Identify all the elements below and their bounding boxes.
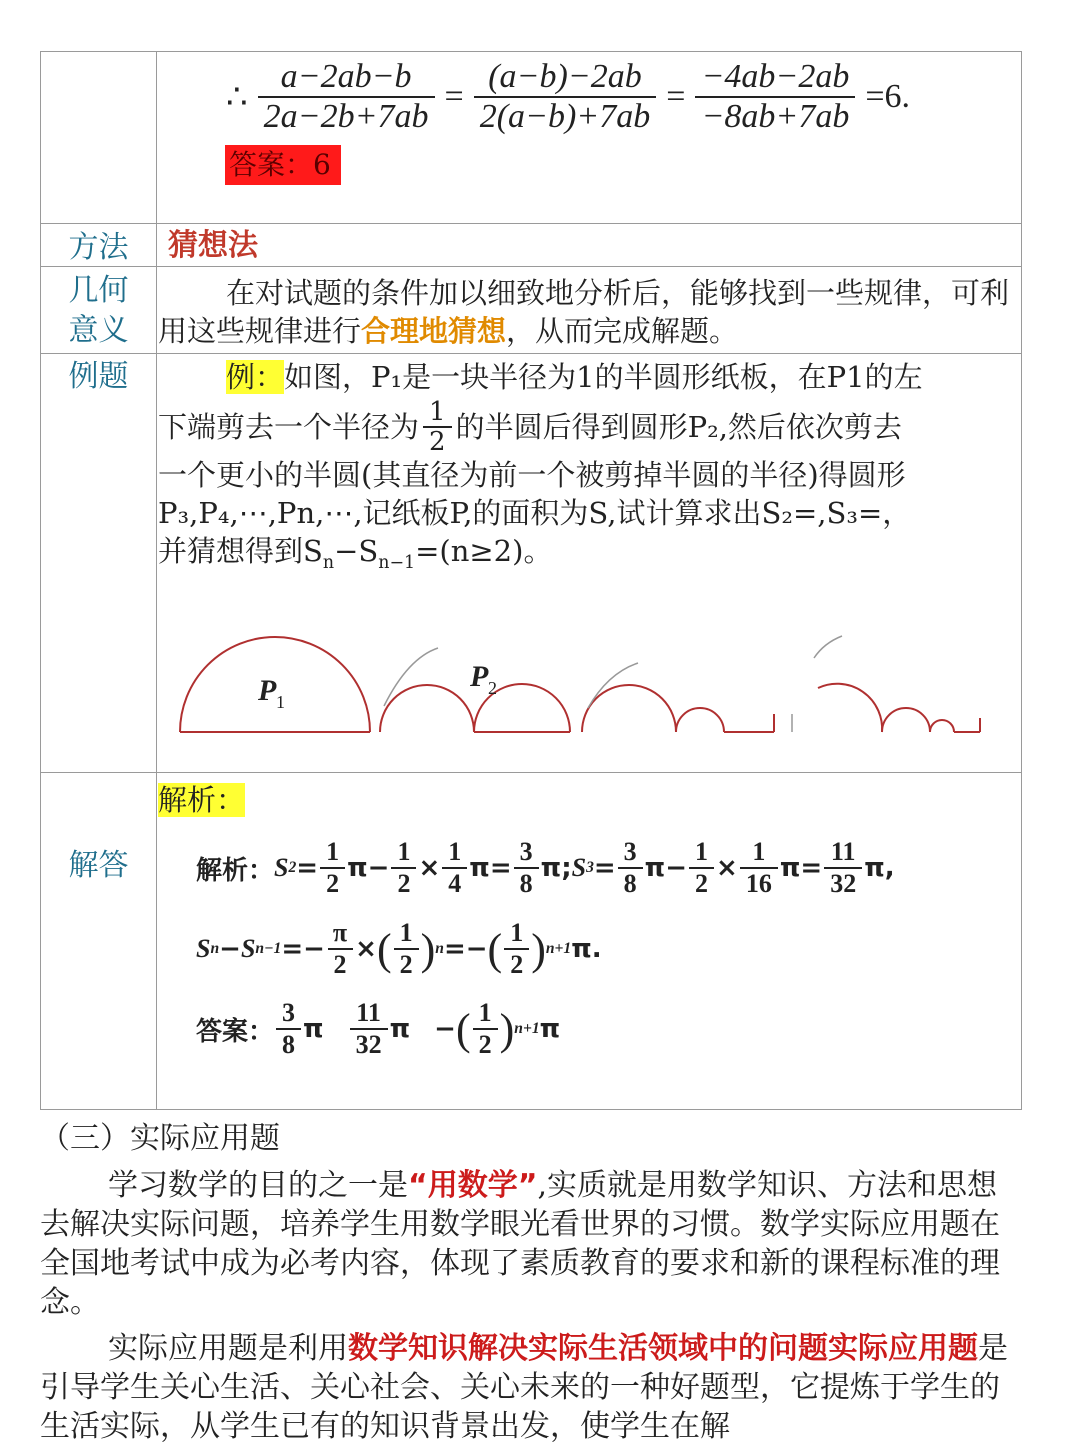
section-paragraph-2: 实际应用题是利用数学知识解决实际生活领域中的问题实际应用题是引导学生关心生活、关心社会、关心未来的一种好题型，它提炼于学生的生活实际，从学生已有的知识背景出发，使学生在解 xyxy=(40,1331,1008,1444)
small-arc-p4 xyxy=(930,720,954,732)
solution-answer-line: 答案： $\frac{3}{8}$ π $\frac{11}{32}$ π − ( $\frac{1}{2}$ ) n+1 π xyxy=(196,998,561,1059)
label-method: 方法 xyxy=(68,230,129,265)
therefore-symbol: ∴ xyxy=(226,79,248,116)
svg-text:1: 1 xyxy=(276,692,285,712)
example-line-5: 并猜想得到$S_n-S_{n-1}=(n\ge 2)$。 xyxy=(158,534,553,573)
example-line-1: 例：如图，P₁是一块半径为1的半圆形纸板，在P1的左 xyxy=(226,360,923,394)
result-value: =6. xyxy=(865,78,911,115)
label-p2: P xyxy=(470,660,489,693)
svg-text:2: 2 xyxy=(488,678,497,698)
row-divider xyxy=(41,223,1021,224)
example-line-2: 下端剪去一个半径为 $\frac{1}{2}$ 的半圆后得到圆形P₂,然后依次剪去 xyxy=(158,397,902,457)
section-title: （三）实际应用题 xyxy=(40,1121,280,1156)
formula-cell xyxy=(158,52,1019,223)
label-p1: P xyxy=(258,674,277,707)
example-tag: 例： xyxy=(226,360,285,394)
solution-cell xyxy=(158,773,1019,1109)
fraction-2: $\frac{(a-b)-2ab}{2(a-b)+7ab}$ xyxy=(474,58,657,136)
solution-line-2: S n − S n−1 =− $\frac{\pi}{2}$ × ( $\frac{1}{2}$ ) n =− ( $\frac{1}{2}$ ) n+1 π. xyxy=(196,918,602,979)
section-paragraph-1: 学习数学的目的之一是“用数学”,实质就是用数学知识、方法和思想去解决实际问题，培养学生用数学眼光看世界的习惯。数学实际应用题在全国地考试中成为必考内容，体现了素质教育的要求和新的课程标准的理念。 xyxy=(40,1168,1000,1320)
label-example: 例题 xyxy=(68,359,129,394)
mid-arc-p4 xyxy=(882,708,930,732)
method-name: 猜想法 xyxy=(168,228,258,263)
label-geometry-2: 意义 xyxy=(68,313,129,348)
geometry-text: 在对试题的条件加以细致地分析后，能够找到一些规律，可利用这些规律进行合理地猜想，从而完成解题。 xyxy=(158,276,1010,348)
row-divider xyxy=(41,353,1021,354)
label-geometry-1: 几何 xyxy=(68,273,129,308)
answer-highlight: 答案：6 xyxy=(225,145,341,185)
emphasis-text: 数学知识解决实际生活领域中的问题实际应用题 xyxy=(348,1331,978,1366)
example-line-3: 一个更小的半圆(其直径为前一个被剪掉半圆的半径)得圆形 xyxy=(158,458,906,492)
example-cell xyxy=(158,358,1019,772)
solution-tag: 解析： xyxy=(158,783,246,817)
example-line-4: P₃,P₄,⋯,Pn,⋯,记纸板P,的面积为S,试计算求出S₂=,S₃=， xyxy=(158,496,912,530)
fraction-equation: ∴ $\frac{a-2ab-b}{2a-2b+7ab}$ = $\frac{(a-b)-2ab}{2(a-b)+7ab}$ = $\frac{-4ab-2ab}{-8ab+7ab}$ =6. xyxy=(226,58,911,135)
method-cell xyxy=(158,225,1019,266)
emphasis-text: “用数学” xyxy=(408,1168,538,1203)
solution-tag-line xyxy=(158,781,245,819)
content-table xyxy=(40,51,1022,1110)
guide-arc-p4 xyxy=(814,636,842,658)
cut-arc-p3 xyxy=(582,685,676,732)
half-fraction: $\frac{1}{2}$ xyxy=(423,398,452,456)
semicircle-figure xyxy=(158,618,1020,758)
cut-arc-p4 xyxy=(818,684,882,732)
guide-arc-p2 xyxy=(384,648,438,706)
highlight-text: 合理地猜想 xyxy=(361,314,507,348)
fraction-1: $\frac{a-2ab-b}{2a-2b+7ab}$ xyxy=(258,58,435,136)
fraction-3: $\frac{-4ab-2ab}{-8ab+7ab}$ xyxy=(695,58,855,136)
small-arc-p3 xyxy=(676,708,724,732)
geometry-cell xyxy=(158,274,1019,352)
solution-line-1: 解析： S 2 = $\frac{1}{2}$ π − $\frac{1}{2}$ × $\frac{1}{4}$ π = $\frac{3}{8}$ π ; S 3 = $\frac{3}{8}$ π − $\frac{1}{2}$ × $\frac{1}{16}$ π = $\frac{11}{32}$ π , xyxy=(196,837,895,898)
cut-arc-p2 xyxy=(380,685,474,732)
column-divider xyxy=(156,52,157,1109)
label-answer: 解答 xyxy=(68,848,129,883)
